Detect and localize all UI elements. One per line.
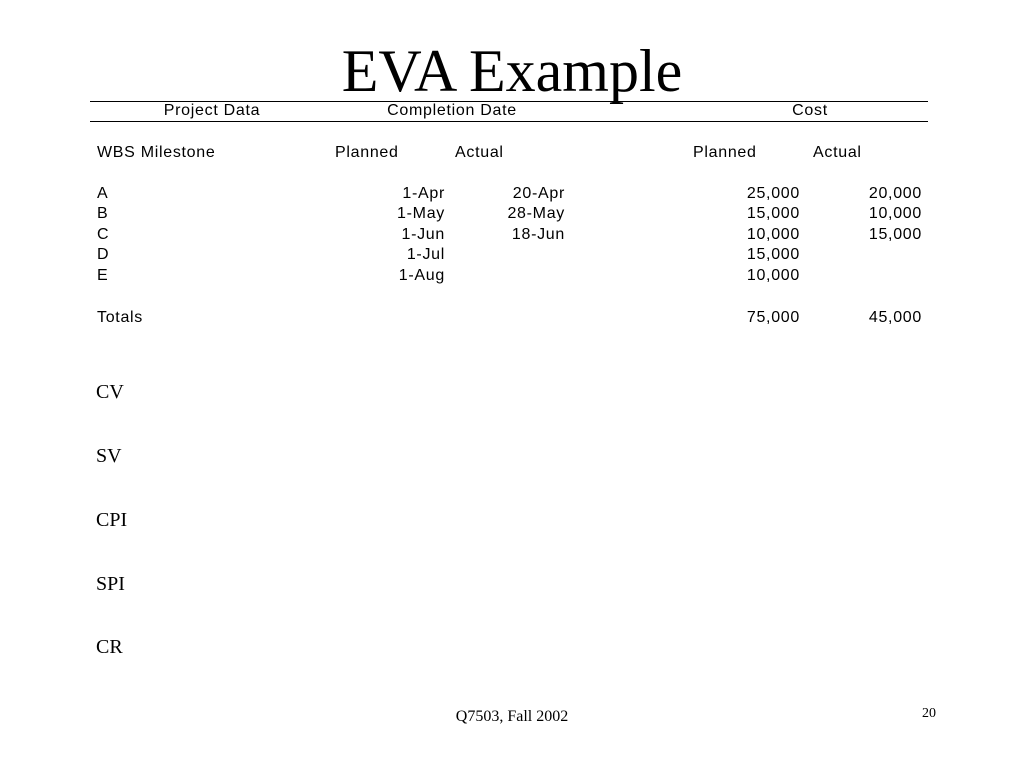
- col-cost-actual: Actual: [813, 144, 862, 161]
- row-e-date-planned: 1-Aug: [398, 267, 445, 284]
- row-a-cost-planned: 25,000: [746, 185, 800, 202]
- row-b-date-planned: 1-May: [397, 205, 445, 222]
- row-c-cost-planned: 10,000: [746, 226, 800, 243]
- metric-cr: CR: [96, 636, 123, 658]
- row-c-date-actual: 18-Jun: [511, 226, 565, 243]
- row-b-wbs: B: [97, 205, 109, 222]
- project-data-table: [90, 99, 928, 339]
- col-cost-planned: Planned: [693, 144, 757, 161]
- row-d-wbs: D: [97, 246, 110, 263]
- totals-cost-planned: 75,000: [746, 309, 800, 326]
- slide-title: EVA Example: [341, 38, 683, 104]
- header-project-data: Project Data: [163, 102, 261, 119]
- col-date-planned: Planned: [335, 144, 399, 161]
- footer-course: Q7503, Fall 2002: [455, 708, 569, 725]
- row-c-wbs: C: [97, 226, 110, 243]
- col-date-actual: Actual: [455, 144, 504, 161]
- row-a-cost-actual: 20,000: [868, 185, 922, 202]
- col-wbs-milestone: WBS Milestone: [97, 144, 216, 161]
- row-a-date-planned: 1-Apr: [402, 185, 445, 202]
- row-b-date-actual: 28-May: [507, 205, 565, 222]
- row-c-cost-actual: 15,000: [868, 226, 922, 243]
- metric-sv: SV: [96, 445, 122, 467]
- row-e-wbs: E: [97, 267, 109, 284]
- row-b-cost-actual: 10,000: [868, 205, 922, 222]
- row-a-date-actual: 20-Apr: [512, 185, 565, 202]
- row-d-cost-planned: 15,000: [746, 246, 800, 263]
- header-completion-date: Completion Date: [387, 102, 517, 119]
- metric-spi: SPI: [96, 573, 125, 595]
- page-number: 20: [922, 706, 936, 721]
- totals-label: Totals: [97, 309, 143, 326]
- metric-cpi: CPI: [96, 509, 128, 531]
- totals-cost-actual: 45,000: [868, 309, 922, 326]
- header-cost: Cost: [792, 102, 828, 119]
- row-a-wbs: A: [97, 185, 109, 202]
- header-rule: [90, 121, 928, 122]
- row-e-cost-planned: 10,000: [746, 267, 800, 284]
- row-b-cost-planned: 15,000: [746, 205, 800, 222]
- metric-cv: CV: [96, 381, 124, 403]
- row-d-date-planned: 1-Jul: [406, 246, 445, 263]
- row-c-date-planned: 1-Jun: [401, 226, 445, 243]
